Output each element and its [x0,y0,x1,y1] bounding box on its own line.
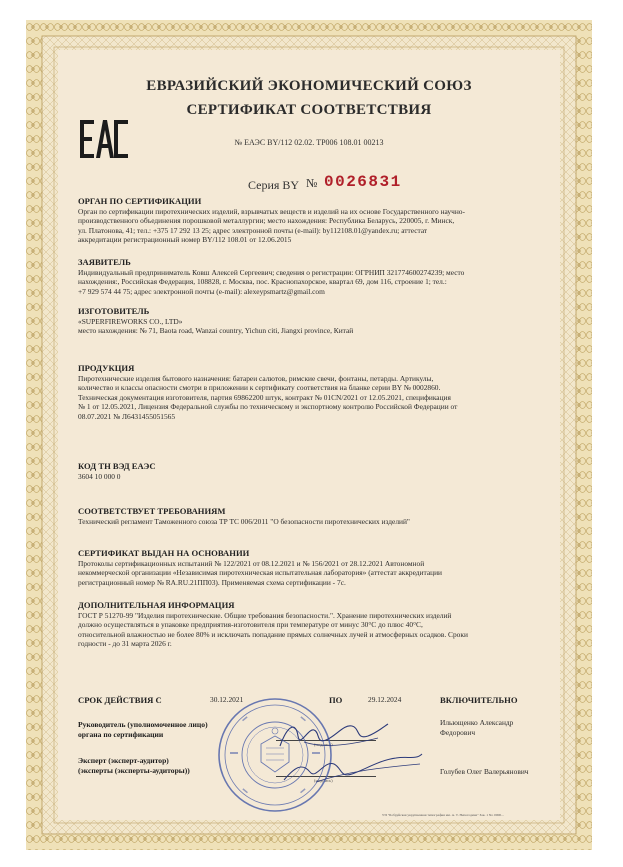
expert-label-line: Эксперт (эксперт-аудитор) [78,756,169,765]
expert-signature-caption: (подпись) [314,778,333,783]
extra-line: годности - до 31 марта 2026 г. [78,639,172,649]
printer-note: УП "Бобруйская укрупненная типография им. А. Т. Непогодина" Зак. 1 No 0000... [382,813,504,817]
organ-line: Орган по сертификации пиротехнических изделий, взрывчатых веществ и изделий на их основе Государственного научно- [78,207,465,216]
basis-line: Протоколы сертификационных испытаний № 122/2021 от 08.12.2021 и № 156/2021 от 28.12.2021 Автономной [78,559,425,568]
organ-line: производственного объединения порошковой металлургии; место нахождения: Республика Беларусь, 220005, г. Минск, [78,216,455,226]
section-heading-extra: ДОПОЛНИТЕЛЬНАЯ ИНФОРМАЦИЯ [78,600,235,610]
document-title: СЕРТИФИКАТ СООТВЕТСТВИЯ [186,102,432,118]
head-label-line: Руководитель (уполномоченное лицо) [78,720,208,729]
validity-inclusive: ВКЛЮЧИТЕЛЬНО [440,695,518,705]
organ-text [78,207,544,245]
product-line: количество и классы опасности смотри в приложении к сертификату соответствия на бланке серии BY № 0002860. [78,383,441,393]
applicant-line: Индивидуальный предприниматель Ковш Алексей Сергеевич; сведения о регистрации: ОГРНИП 321774600274239; место [78,268,465,277]
manufacturer-line: место нахождения: № 71, Baota road, Wanzai country, Yichun citi, Jiangxi province, Китай [78,326,354,336]
product-line: Техническая документация изготовителя, партия 69862200 штук, контракт № 01CN/2021 от 12.05.2021, спецификация [78,392,451,402]
conforms-text: Технический регламент Таможенного союза ТР ТС 006/2011 "О безопасности пиротехнических изделий" [78,517,410,526]
section-heading-manufacturer: ИЗГОТОВИТЕЛЬ [78,306,150,316]
extra-line: относительной влажностью не более 80% и исключать попадание прямых солнечных лучей и атмосферных осадков. Сроки [78,629,468,639]
validity-label: СРОК ДЕЙСТВИЯ С [78,695,162,705]
expert-signature-icon [276,750,426,790]
product-text [78,374,544,421]
head-signature-icon [274,718,392,754]
validity-to: 29.12.2024 [368,695,402,704]
series-label: Серия BY [248,178,300,192]
extra-line: должно осуществляться в упаковке предприятия-изготовителя при температуре от минус 30°С до плюс 40°С, [78,620,423,630]
tnved-code: 3604 10 000 0 [78,472,121,481]
certificate-number: № ЕАЭС BY/112 02.02. ТР006 108.01 00213 [234,138,384,147]
basis-line: некоммерческой организации «Независимая пиротехническая испытательная лаборатория» (аттестат аккредитации [78,568,442,578]
extra-text [78,611,544,649]
head-name-line: Ильющенко Александр [440,718,514,727]
expert-name: Голубев Олег Валерьянович [440,767,529,776]
section-heading-applicant: ЗАЯВИТЕЛЬ [78,257,131,267]
applicant-text [78,268,544,296]
manufacturer-line: «SUPERFIREWORKS CO., LTD» [78,317,183,326]
expert-label-line: (эксперты (эксперты-аудиторы)) [78,766,190,775]
union-title: ЕВРАЗИЙСКИЙ ЭКОНОМИЧЕСКИЙ СОЮЗ [146,78,472,94]
certificate-page [26,20,592,850]
series-number-sign: № [306,176,318,190]
head-name [440,718,513,738]
applicant-line: нахождения:, Российская Федерация, 108828, г. Москва, пос. Краснопахорское, квартал 69, дом 116, строение 1; тел.: [78,277,447,287]
validity-from: 30.12.2021 [210,695,244,704]
section-heading-tnved: КОД ТН ВЭД ЕАЭС [78,461,156,471]
section-heading-organ: ОРГАН ПО СЕРТИФИКАЦИИ [78,196,202,206]
section-heading-basis: СЕРТИФИКАТ ВЫДАН НА ОСНОВАНИИ [78,548,250,558]
head-label-line: органа по сертификации [78,730,164,739]
basis-line: регистрационный номер № RA.RU.21ПП03). Применяемая схема сертификации - 7с. [78,577,346,587]
basis-text [78,559,544,587]
organ-line: аккредитации регистрационный номер BY/112 108.01 от 12.06.2015 [78,235,292,245]
series-number: 0026831 [324,173,402,191]
section-heading-product: ПРОДУКЦИЯ [78,363,135,373]
organ-line: ул. Платонова, 41; тел.: +375 17 292 13 25; адрес электронной почты (e-mail): by112108.01@yandex.ru; аттестат [78,225,428,235]
product-line: Пиротехнические изделия бытового назначения: батареи салютов, римские свечи, фонтаны, петарды. Артикулы, [78,374,434,383]
applicant-line: +7 929 574 44 75; адрес электронной почты (e-mail): alexeypsmartz@gmail.com [78,286,325,296]
head-name-line: Федорович [440,728,476,737]
product-line: № 1 от 12.05.2021, Лицензия Федеральной службы по техническому и экспортному контролю Российской Федерации от [78,402,458,412]
head-signature-caption: (подпись) [314,742,333,747]
manufacturer-text [78,317,544,336]
product-line: 08.07.2021 № Л6431455051565 [78,411,176,421]
head-label [78,720,208,740]
expert-label [78,756,190,776]
extra-line: ГОСТ Р 51270-99 "Изделия пиротехнические. Общие требования безопасности.". Хранение пиротехнических изделий [78,611,452,620]
section-heading-conforms: СООТВЕТСТВУЕТ ТРЕБОВАНИЯМ [78,506,226,516]
validity-to-label: ПО [329,695,343,705]
